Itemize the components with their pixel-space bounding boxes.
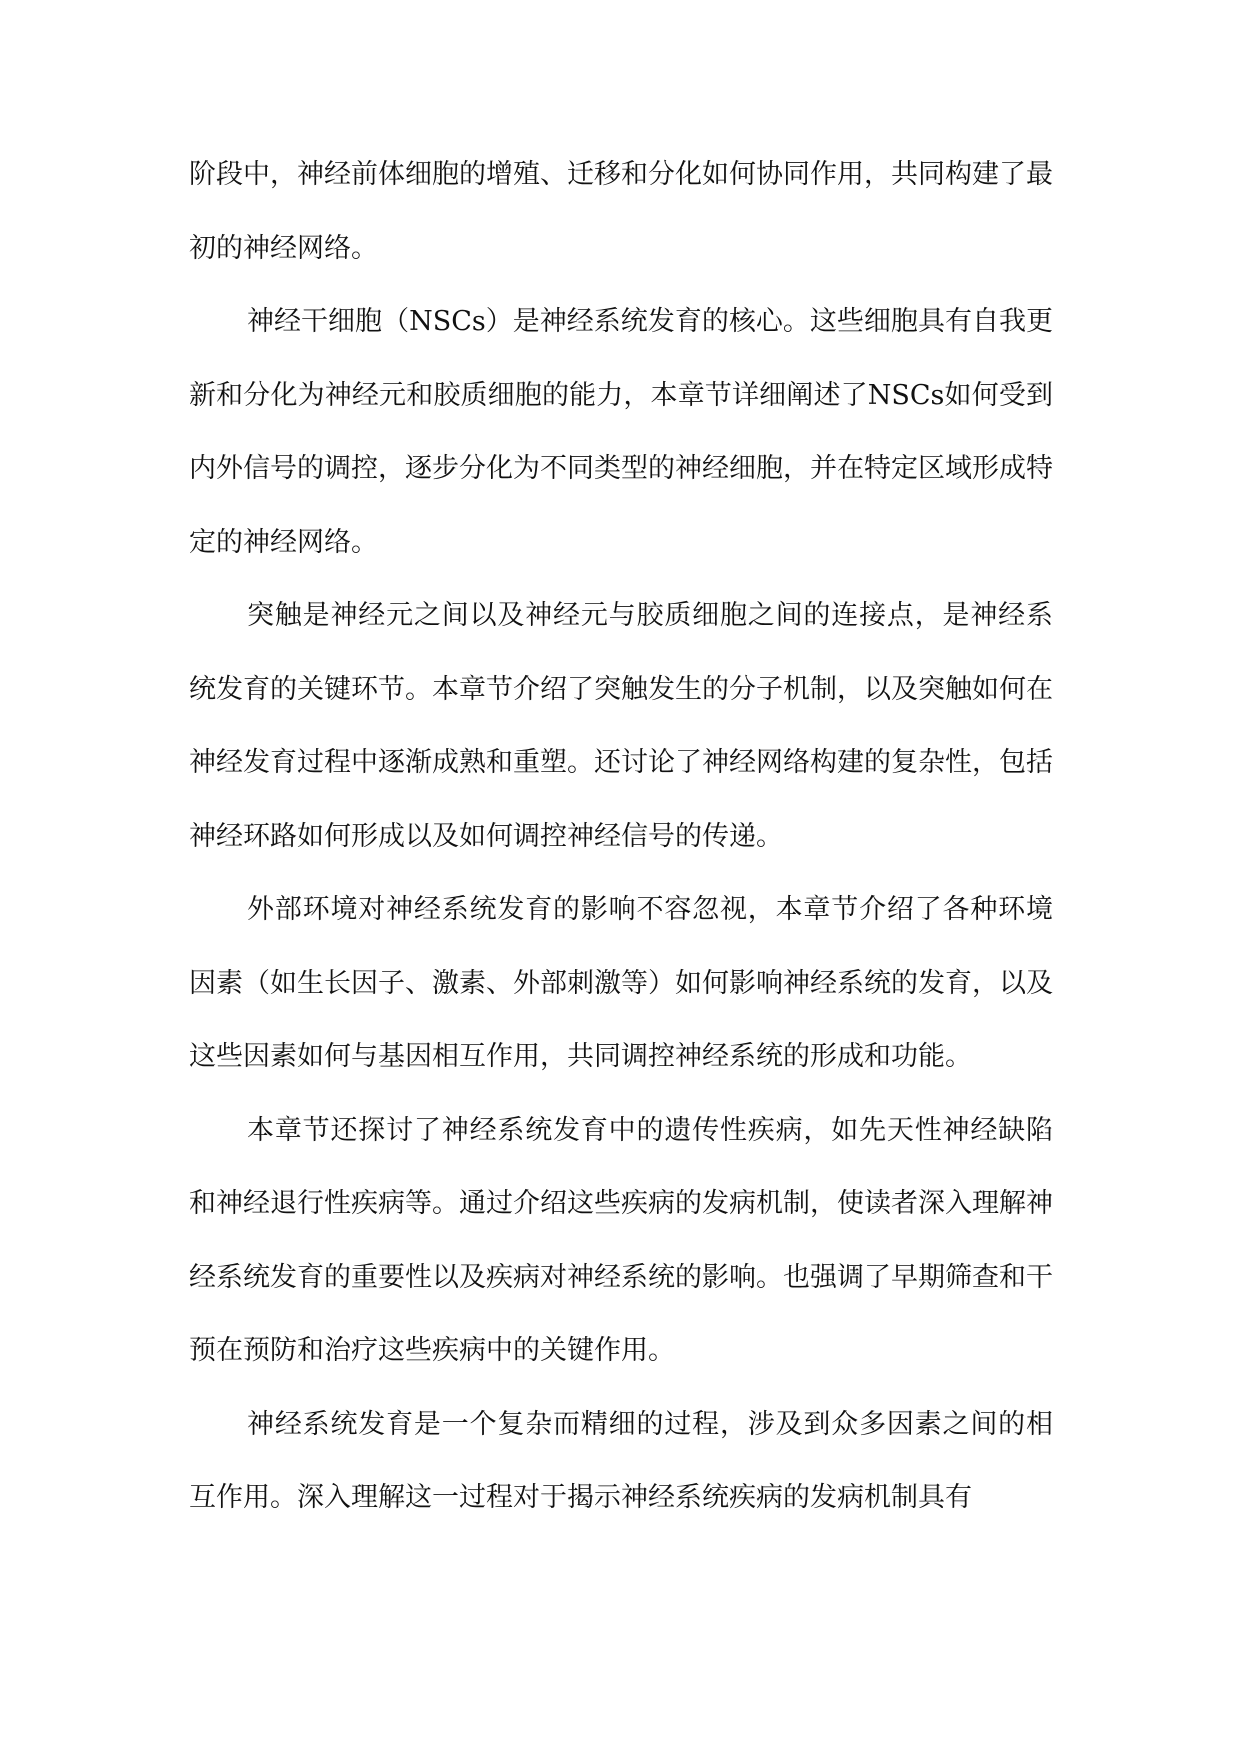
paragraph-4: 外部环境对神经系统发育的影响不容忽视，本章节介绍了各种环境因素（如生长因子、激素、外部刺激等）如何影响神经系统的发育，以及这些因素如何与基因相互作用，共同调控神经系统的形成和功能。 xyxy=(189,894,1053,1072)
paragraph-3: 突触是神经元之间以及神经元与胶质细胞之间的连接点，是神经系统发育的关键环节。本章节介绍了突触发生的分子机制，以及突触如何在神经发育过程中逐渐成熟和重塑。还讨论了神经网络构建的复杂性，包括神经环路如何形成以及如何调控神经信号的传递。 xyxy=(189,600,1053,852)
paragraph-5: 本章节还探讨了神经系统发育中的遗传性疾病，如先天性神经缺陷和神经退行性疾病等。通过介绍这些疾病的发病机制，使读者深入理解神经系统发育的重要性以及疾病对神经系统的影响。也强调了早期筛查和干预在预防和治疗这些疾病中的关键作用。 xyxy=(189,1114,1053,1366)
body-text xyxy=(189,138,1053,1535)
paragraph-2: 神经干细胞（NSCs）是神经系统发育的核心。这些细胞具有自我更新和分化为神经元和胶质细胞的能力，本章节详细阐述了NSCs如何受到内外信号的调控，逐步分化为不同类型的神经细胞，并在特定区域形成特定的神经网络。 xyxy=(189,306,1053,558)
paragraph-6: 神经系统发育是一个复杂而精细的过程，涉及到众多因素之间的相互作用。深入理解这一过程对于揭示神经系统疾病的发病机制具有 xyxy=(189,1408,1053,1513)
paragraph-1: 阶段中，神经前体细胞的增殖、迁移和分化如何协同作用，共同构建了最初的神经网络。 xyxy=(189,159,1053,264)
